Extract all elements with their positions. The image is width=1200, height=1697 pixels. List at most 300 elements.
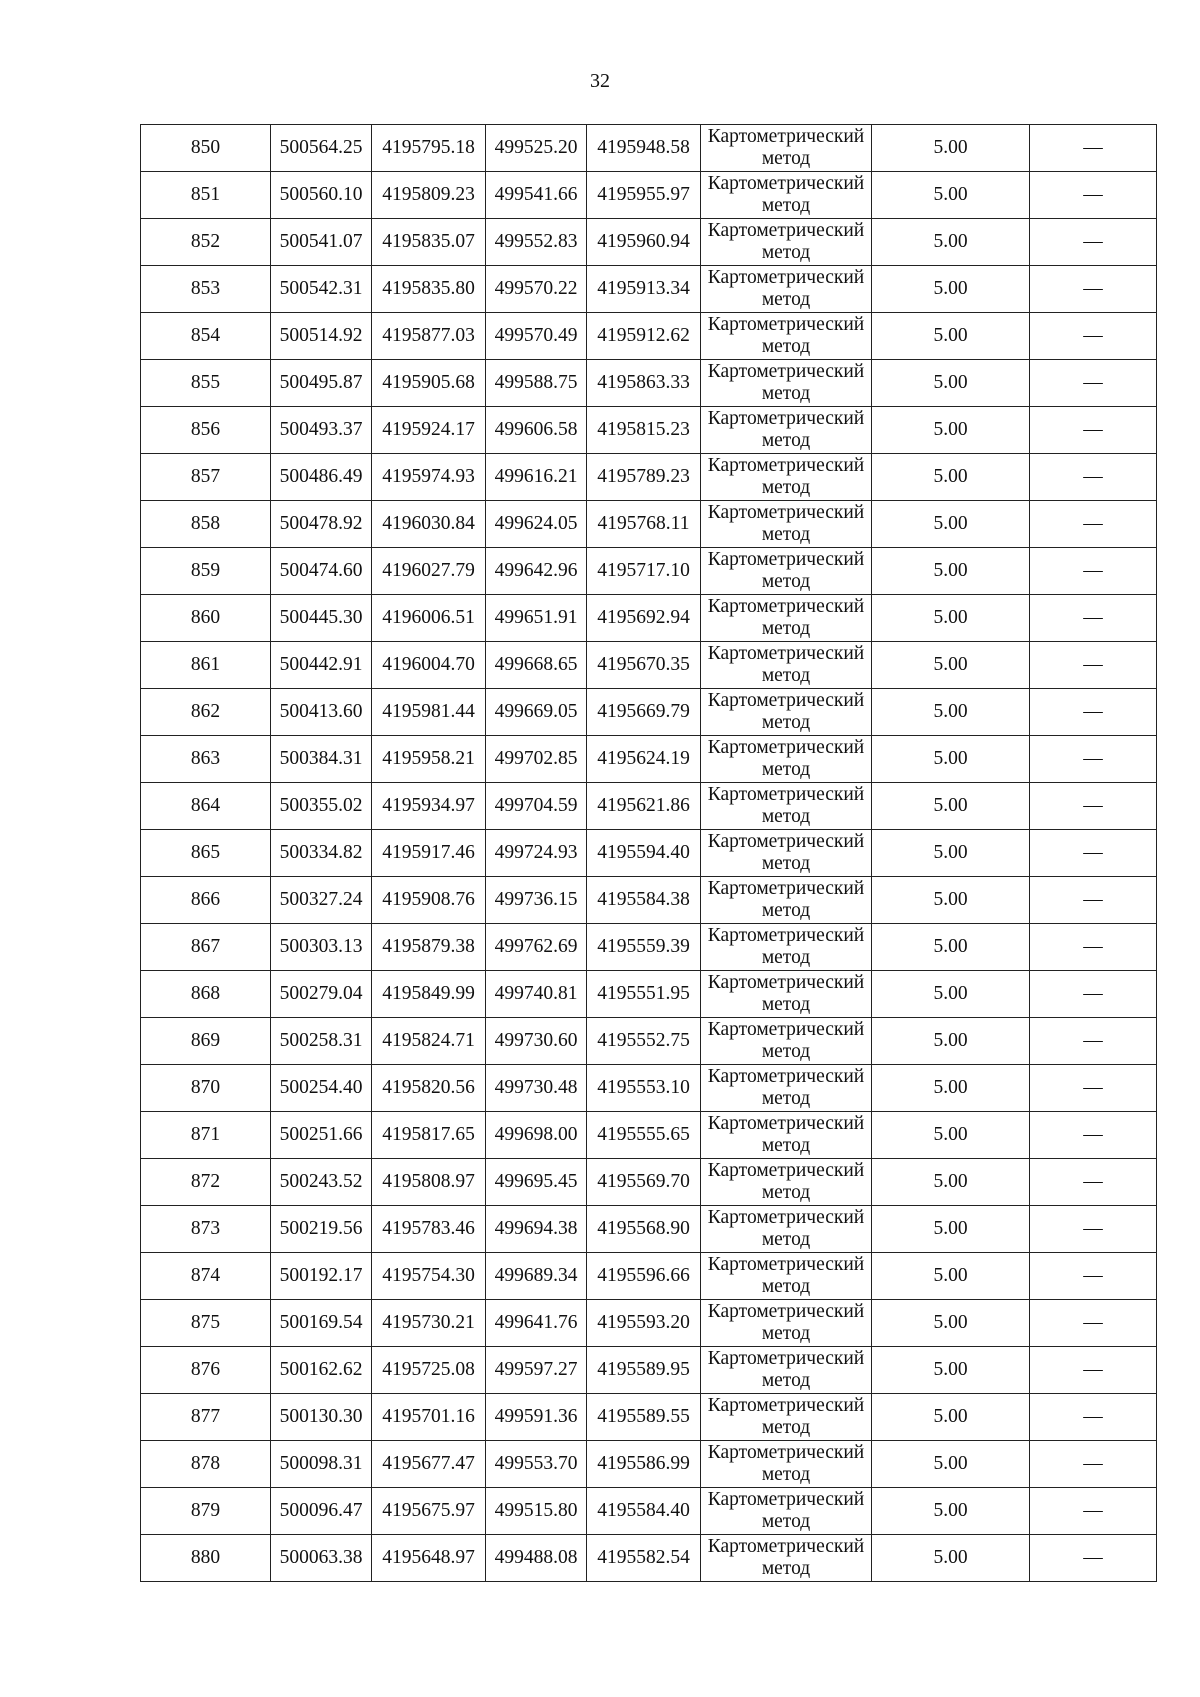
y-new-coordinate-cell: 4195569.70 bbox=[587, 1159, 701, 1206]
x-coordinate-cell: 500542.31 bbox=[271, 266, 372, 313]
point-number-cell: 864 bbox=[141, 783, 271, 830]
table-row bbox=[141, 736, 1157, 783]
x-new-coordinate-cell: 499669.05 bbox=[486, 689, 587, 736]
accuracy-cell: 5.00 bbox=[872, 219, 1030, 266]
note-cell: — bbox=[1030, 924, 1157, 971]
method-cell bbox=[701, 783, 872, 830]
method-line-2: метод bbox=[761, 853, 811, 874]
method-line-2: метод bbox=[761, 712, 811, 733]
method-line-1: Картометрический bbox=[707, 1113, 865, 1134]
note-cell: — bbox=[1030, 736, 1157, 783]
point-number-cell: 853 bbox=[141, 266, 271, 313]
method-cell bbox=[701, 548, 872, 595]
y-coordinate-cell: 4195675.97 bbox=[372, 1488, 486, 1535]
method-line-1: Картометрический bbox=[707, 737, 865, 758]
method-line-1: Картометрический bbox=[707, 1066, 865, 1087]
note-cell: — bbox=[1030, 548, 1157, 595]
method-line-1: Картометрический bbox=[707, 1301, 865, 1322]
point-number-cell: 850 bbox=[141, 125, 271, 172]
accuracy-cell: 5.00 bbox=[872, 501, 1030, 548]
x-new-coordinate-cell: 499740.81 bbox=[486, 971, 587, 1018]
point-number-cell: 869 bbox=[141, 1018, 271, 1065]
x-coordinate-cell: 500162.62 bbox=[271, 1347, 372, 1394]
y-coordinate-cell: 4195754.30 bbox=[372, 1253, 486, 1300]
note-cell: — bbox=[1030, 266, 1157, 313]
table-row bbox=[141, 877, 1157, 924]
y-new-coordinate-cell: 4195593.20 bbox=[587, 1300, 701, 1347]
y-new-coordinate-cell: 4195589.55 bbox=[587, 1394, 701, 1441]
method-line-2: метод bbox=[761, 1041, 811, 1062]
x-coordinate-cell: 500192.17 bbox=[271, 1253, 372, 1300]
method-line-2: метод bbox=[761, 1276, 811, 1297]
method-line-2: метод bbox=[761, 1417, 811, 1438]
y-new-coordinate-cell: 4195960.94 bbox=[587, 219, 701, 266]
y-coordinate-cell: 4195809.23 bbox=[372, 172, 486, 219]
method-cell bbox=[701, 642, 872, 689]
y-new-coordinate-cell: 4195768.11 bbox=[587, 501, 701, 548]
point-number-cell: 875 bbox=[141, 1300, 271, 1347]
point-number-cell: 868 bbox=[141, 971, 271, 1018]
note-cell: — bbox=[1030, 1065, 1157, 1112]
y-new-coordinate-cell: 4195559.39 bbox=[587, 924, 701, 971]
method-line-2: метод bbox=[761, 1370, 811, 1391]
table-row bbox=[141, 1159, 1157, 1206]
table-row bbox=[141, 1488, 1157, 1535]
accuracy-cell: 5.00 bbox=[872, 830, 1030, 877]
method-cell bbox=[701, 1065, 872, 1112]
x-coordinate-cell: 500334.82 bbox=[271, 830, 372, 877]
point-number-cell: 874 bbox=[141, 1253, 271, 1300]
y-coordinate-cell: 4195817.65 bbox=[372, 1112, 486, 1159]
table-row bbox=[141, 924, 1157, 971]
point-number-cell: 871 bbox=[141, 1112, 271, 1159]
method-line-1: Картометрический bbox=[707, 314, 865, 335]
coordinates-table bbox=[140, 124, 1157, 1582]
method-line-2: метод bbox=[761, 1088, 811, 1109]
method-line-2: метод bbox=[761, 195, 811, 216]
method-cell bbox=[701, 219, 872, 266]
method-cell bbox=[701, 125, 872, 172]
page-number: 32 bbox=[590, 70, 610, 92]
table-row bbox=[141, 360, 1157, 407]
point-number-cell: 877 bbox=[141, 1394, 271, 1441]
method-cell bbox=[701, 1488, 872, 1535]
point-number-cell: 872 bbox=[141, 1159, 271, 1206]
note-cell: — bbox=[1030, 971, 1157, 1018]
method-line-2: метод bbox=[761, 1182, 811, 1203]
note-cell: — bbox=[1030, 689, 1157, 736]
x-new-coordinate-cell: 499570.49 bbox=[486, 313, 587, 360]
accuracy-cell: 5.00 bbox=[872, 1112, 1030, 1159]
method-line-2: метод bbox=[761, 477, 811, 498]
method-cell bbox=[701, 595, 872, 642]
method-line-1: Картометрический bbox=[707, 925, 865, 946]
x-new-coordinate-cell: 499642.96 bbox=[486, 548, 587, 595]
table-row bbox=[141, 1394, 1157, 1441]
y-new-coordinate-cell: 4195621.86 bbox=[587, 783, 701, 830]
y-coordinate-cell: 4195981.44 bbox=[372, 689, 486, 736]
note-cell: — bbox=[1030, 1018, 1157, 1065]
y-coordinate-cell: 4195725.08 bbox=[372, 1347, 486, 1394]
x-coordinate-cell: 500413.60 bbox=[271, 689, 372, 736]
note-cell: — bbox=[1030, 1441, 1157, 1488]
y-coordinate-cell: 4195835.07 bbox=[372, 219, 486, 266]
method-line-1: Картометрический bbox=[707, 502, 865, 523]
x-new-coordinate-cell: 499597.27 bbox=[486, 1347, 587, 1394]
method-line-1: Картометрический bbox=[707, 220, 865, 241]
table-row bbox=[141, 642, 1157, 689]
x-new-coordinate-cell: 499606.58 bbox=[486, 407, 587, 454]
method-cell bbox=[701, 266, 872, 313]
note-cell: — bbox=[1030, 125, 1157, 172]
x-coordinate-cell: 500279.04 bbox=[271, 971, 372, 1018]
point-number-cell: 867 bbox=[141, 924, 271, 971]
method-line-1: Картометрический bbox=[707, 1489, 865, 1510]
x-new-coordinate-cell: 499730.60 bbox=[486, 1018, 587, 1065]
x-new-coordinate-cell: 499570.22 bbox=[486, 266, 587, 313]
note-cell: — bbox=[1030, 1112, 1157, 1159]
y-coordinate-cell: 4195924.17 bbox=[372, 407, 486, 454]
method-cell bbox=[701, 313, 872, 360]
method-line-1: Картометрический bbox=[707, 690, 865, 711]
y-new-coordinate-cell: 4195584.38 bbox=[587, 877, 701, 924]
point-number-cell: 856 bbox=[141, 407, 271, 454]
accuracy-cell: 5.00 bbox=[872, 266, 1030, 313]
x-coordinate-cell: 500254.40 bbox=[271, 1065, 372, 1112]
method-line-1: Картометрический bbox=[707, 596, 865, 617]
note-cell: — bbox=[1030, 1535, 1157, 1582]
method-line-1: Картометрический bbox=[707, 831, 865, 852]
x-new-coordinate-cell: 499762.69 bbox=[486, 924, 587, 971]
x-coordinate-cell: 500243.52 bbox=[271, 1159, 372, 1206]
x-coordinate-cell: 500219.56 bbox=[271, 1206, 372, 1253]
accuracy-cell: 5.00 bbox=[872, 971, 1030, 1018]
method-cell bbox=[701, 830, 872, 877]
table-row bbox=[141, 1300, 1157, 1347]
table-row bbox=[141, 313, 1157, 360]
note-cell: — bbox=[1030, 454, 1157, 501]
method-line-2: метод bbox=[761, 1229, 811, 1250]
note-cell: — bbox=[1030, 1394, 1157, 1441]
y-new-coordinate-cell: 4195955.97 bbox=[587, 172, 701, 219]
method-line-2: метод bbox=[761, 994, 811, 1015]
method-line-2: метод bbox=[761, 148, 811, 169]
y-new-coordinate-cell: 4195948.58 bbox=[587, 125, 701, 172]
y-new-coordinate-cell: 4195670.35 bbox=[587, 642, 701, 689]
x-coordinate-cell: 500474.60 bbox=[271, 548, 372, 595]
y-coordinate-cell: 4196030.84 bbox=[372, 501, 486, 548]
method-cell bbox=[701, 1394, 872, 1441]
note-cell: — bbox=[1030, 830, 1157, 877]
table-row bbox=[141, 1206, 1157, 1253]
method-cell bbox=[701, 1300, 872, 1347]
accuracy-cell: 5.00 bbox=[872, 689, 1030, 736]
method-line-1: Картометрический bbox=[707, 1348, 865, 1369]
note-cell: — bbox=[1030, 360, 1157, 407]
method-line-1: Картометрический bbox=[707, 549, 865, 570]
y-new-coordinate-cell: 4195589.95 bbox=[587, 1347, 701, 1394]
method-line-2: метод bbox=[761, 571, 811, 592]
x-coordinate-cell: 500560.10 bbox=[271, 172, 372, 219]
x-new-coordinate-cell: 499668.65 bbox=[486, 642, 587, 689]
x-coordinate-cell: 500384.31 bbox=[271, 736, 372, 783]
method-line-2: метод bbox=[761, 1511, 811, 1532]
y-coordinate-cell: 4195701.16 bbox=[372, 1394, 486, 1441]
accuracy-cell: 5.00 bbox=[872, 1065, 1030, 1112]
point-number-cell: 860 bbox=[141, 595, 271, 642]
y-coordinate-cell: 4195730.21 bbox=[372, 1300, 486, 1347]
x-coordinate-cell: 500063.38 bbox=[271, 1535, 372, 1582]
x-coordinate-cell: 500098.31 bbox=[271, 1441, 372, 1488]
accuracy-cell: 5.00 bbox=[872, 360, 1030, 407]
x-coordinate-cell: 500251.66 bbox=[271, 1112, 372, 1159]
method-cell bbox=[701, 1441, 872, 1488]
method-line-2: метод bbox=[761, 900, 811, 921]
table-row bbox=[141, 689, 1157, 736]
method-line-2: метод bbox=[761, 806, 811, 827]
method-line-2: метод bbox=[761, 242, 811, 263]
x-coordinate-cell: 500355.02 bbox=[271, 783, 372, 830]
x-coordinate-cell: 500096.47 bbox=[271, 1488, 372, 1535]
method-cell bbox=[701, 1112, 872, 1159]
point-number-cell: 870 bbox=[141, 1065, 271, 1112]
x-new-coordinate-cell: 499736.15 bbox=[486, 877, 587, 924]
y-new-coordinate-cell: 4195863.33 bbox=[587, 360, 701, 407]
y-new-coordinate-cell: 4195596.66 bbox=[587, 1253, 701, 1300]
accuracy-cell: 5.00 bbox=[872, 172, 1030, 219]
method-line-1: Картометрический bbox=[707, 784, 865, 805]
method-cell bbox=[701, 971, 872, 1018]
point-number-cell: 878 bbox=[141, 1441, 271, 1488]
table-row bbox=[141, 172, 1157, 219]
accuracy-cell: 5.00 bbox=[872, 1394, 1030, 1441]
table-row bbox=[141, 501, 1157, 548]
y-coordinate-cell: 4195677.47 bbox=[372, 1441, 486, 1488]
accuracy-cell: 5.00 bbox=[872, 407, 1030, 454]
method-line-1: Картометрический bbox=[707, 1207, 865, 1228]
point-number-cell: 854 bbox=[141, 313, 271, 360]
method-line-2: метод bbox=[761, 1464, 811, 1485]
y-coordinate-cell: 4195820.56 bbox=[372, 1065, 486, 1112]
method-line-1: Картометрический bbox=[707, 408, 865, 429]
method-cell bbox=[701, 1535, 872, 1582]
note-cell: — bbox=[1030, 407, 1157, 454]
y-new-coordinate-cell: 4195584.40 bbox=[587, 1488, 701, 1535]
y-coordinate-cell: 4196027.79 bbox=[372, 548, 486, 595]
accuracy-cell: 5.00 bbox=[872, 454, 1030, 501]
point-number-cell: 858 bbox=[141, 501, 271, 548]
method-line-2: метод bbox=[761, 383, 811, 404]
method-cell bbox=[701, 1347, 872, 1394]
x-coordinate-cell: 500130.30 bbox=[271, 1394, 372, 1441]
method-line-1: Картометрический bbox=[707, 361, 865, 382]
accuracy-cell: 5.00 bbox=[872, 1347, 1030, 1394]
note-cell: — bbox=[1030, 1253, 1157, 1300]
table-row bbox=[141, 548, 1157, 595]
method-line-2: метод bbox=[761, 430, 811, 451]
method-cell bbox=[701, 172, 872, 219]
accuracy-cell: 5.00 bbox=[872, 1018, 1030, 1065]
y-coordinate-cell: 4195958.21 bbox=[372, 736, 486, 783]
x-coordinate-cell: 500493.37 bbox=[271, 407, 372, 454]
y-new-coordinate-cell: 4195789.23 bbox=[587, 454, 701, 501]
x-coordinate-cell: 500486.49 bbox=[271, 454, 372, 501]
note-cell: — bbox=[1030, 783, 1157, 830]
x-new-coordinate-cell: 499525.20 bbox=[486, 125, 587, 172]
point-number-cell: 852 bbox=[141, 219, 271, 266]
method-cell bbox=[701, 689, 872, 736]
method-line-2: метод bbox=[761, 665, 811, 686]
method-line-1: Картометрический bbox=[707, 1254, 865, 1275]
y-coordinate-cell: 4195835.80 bbox=[372, 266, 486, 313]
point-number-cell: 865 bbox=[141, 830, 271, 877]
x-coordinate-cell: 500442.91 bbox=[271, 642, 372, 689]
method-line-2: метод bbox=[761, 289, 811, 310]
accuracy-cell: 5.00 bbox=[872, 595, 1030, 642]
method-line-2: метод bbox=[761, 524, 811, 545]
x-new-coordinate-cell: 499616.21 bbox=[486, 454, 587, 501]
y-new-coordinate-cell: 4195552.75 bbox=[587, 1018, 701, 1065]
y-new-coordinate-cell: 4195568.90 bbox=[587, 1206, 701, 1253]
table-row bbox=[141, 1535, 1157, 1582]
method-line-1: Картометрический bbox=[707, 1536, 865, 1557]
y-new-coordinate-cell: 4195815.23 bbox=[587, 407, 701, 454]
table-row bbox=[141, 971, 1157, 1018]
x-new-coordinate-cell: 499488.08 bbox=[486, 1535, 587, 1582]
note-cell: — bbox=[1030, 313, 1157, 360]
x-new-coordinate-cell: 499724.93 bbox=[486, 830, 587, 877]
x-coordinate-cell: 500258.31 bbox=[271, 1018, 372, 1065]
method-line-1: Картометрический bbox=[707, 455, 865, 476]
method-line-2: метод bbox=[761, 618, 811, 639]
note-cell: — bbox=[1030, 642, 1157, 689]
y-new-coordinate-cell: 4195624.19 bbox=[587, 736, 701, 783]
method-line-1: Картометрический bbox=[707, 1395, 865, 1416]
y-coordinate-cell: 4195934.97 bbox=[372, 783, 486, 830]
y-new-coordinate-cell: 4195717.10 bbox=[587, 548, 701, 595]
method-line-1: Картометрический bbox=[707, 878, 865, 899]
method-line-1: Картометрический bbox=[707, 1160, 865, 1181]
method-cell bbox=[701, 1159, 872, 1206]
x-new-coordinate-cell: 499698.00 bbox=[486, 1112, 587, 1159]
x-coordinate-cell: 500303.13 bbox=[271, 924, 372, 971]
point-number-cell: 866 bbox=[141, 877, 271, 924]
accuracy-cell: 5.00 bbox=[872, 125, 1030, 172]
point-number-cell: 861 bbox=[141, 642, 271, 689]
x-coordinate-cell: 500495.87 bbox=[271, 360, 372, 407]
point-number-cell: 857 bbox=[141, 454, 271, 501]
y-coordinate-cell: 4195974.93 bbox=[372, 454, 486, 501]
method-line-2: метод bbox=[761, 1323, 811, 1344]
x-new-coordinate-cell: 499730.48 bbox=[486, 1065, 587, 1112]
accuracy-cell: 5.00 bbox=[872, 1535, 1030, 1582]
method-cell bbox=[701, 1206, 872, 1253]
x-coordinate-cell: 500541.07 bbox=[271, 219, 372, 266]
note-cell: — bbox=[1030, 501, 1157, 548]
table-row bbox=[141, 783, 1157, 830]
y-new-coordinate-cell: 4195692.94 bbox=[587, 595, 701, 642]
point-number-cell: 880 bbox=[141, 1535, 271, 1582]
x-coordinate-cell: 500445.30 bbox=[271, 595, 372, 642]
point-number-cell: 859 bbox=[141, 548, 271, 595]
x-coordinate-cell: 500169.54 bbox=[271, 1300, 372, 1347]
accuracy-cell: 5.00 bbox=[872, 1441, 1030, 1488]
note-cell: — bbox=[1030, 219, 1157, 266]
y-new-coordinate-cell: 4195669.79 bbox=[587, 689, 701, 736]
method-line-2: метод bbox=[761, 1558, 811, 1579]
method-cell bbox=[701, 360, 872, 407]
y-coordinate-cell: 4195849.99 bbox=[372, 971, 486, 1018]
note-cell: — bbox=[1030, 595, 1157, 642]
point-number-cell: 873 bbox=[141, 1206, 271, 1253]
point-number-cell: 855 bbox=[141, 360, 271, 407]
point-number-cell: 851 bbox=[141, 172, 271, 219]
accuracy-cell: 5.00 bbox=[872, 1300, 1030, 1347]
x-new-coordinate-cell: 499689.34 bbox=[486, 1253, 587, 1300]
table-row bbox=[141, 407, 1157, 454]
accuracy-cell: 5.00 bbox=[872, 548, 1030, 595]
y-coordinate-cell: 4195648.97 bbox=[372, 1535, 486, 1582]
method-line-1: Картометрический bbox=[707, 972, 865, 993]
table-row bbox=[141, 125, 1157, 172]
y-coordinate-cell: 4195877.03 bbox=[372, 313, 486, 360]
method-line-1: Картометрический bbox=[707, 1019, 865, 1040]
x-coordinate-cell: 500514.92 bbox=[271, 313, 372, 360]
x-coordinate-cell: 500327.24 bbox=[271, 877, 372, 924]
method-cell bbox=[701, 924, 872, 971]
x-new-coordinate-cell: 499541.66 bbox=[486, 172, 587, 219]
note-cell: — bbox=[1030, 1159, 1157, 1206]
method-cell bbox=[701, 1018, 872, 1065]
table-row bbox=[141, 830, 1157, 877]
accuracy-cell: 5.00 bbox=[872, 877, 1030, 924]
y-coordinate-cell: 4195824.71 bbox=[372, 1018, 486, 1065]
x-new-coordinate-cell: 499552.83 bbox=[486, 219, 587, 266]
note-cell: — bbox=[1030, 1300, 1157, 1347]
x-new-coordinate-cell: 499641.76 bbox=[486, 1300, 587, 1347]
x-new-coordinate-cell: 499702.85 bbox=[486, 736, 587, 783]
table-row bbox=[141, 1253, 1157, 1300]
method-line-2: метод bbox=[761, 1135, 811, 1156]
y-coordinate-cell: 4196004.70 bbox=[372, 642, 486, 689]
point-number-cell: 876 bbox=[141, 1347, 271, 1394]
accuracy-cell: 5.00 bbox=[872, 642, 1030, 689]
y-coordinate-cell: 4195908.76 bbox=[372, 877, 486, 924]
accuracy-cell: 5.00 bbox=[872, 783, 1030, 830]
method-cell bbox=[701, 501, 872, 548]
method-cell bbox=[701, 1253, 872, 1300]
y-new-coordinate-cell: 4195551.95 bbox=[587, 971, 701, 1018]
method-cell bbox=[701, 454, 872, 501]
y-coordinate-cell: 4195808.97 bbox=[372, 1159, 486, 1206]
x-new-coordinate-cell: 499588.75 bbox=[486, 360, 587, 407]
accuracy-cell: 5.00 bbox=[872, 1159, 1030, 1206]
accuracy-cell: 5.00 bbox=[872, 313, 1030, 360]
point-number-cell: 879 bbox=[141, 1488, 271, 1535]
y-new-coordinate-cell: 4195555.65 bbox=[587, 1112, 701, 1159]
table-row bbox=[141, 219, 1157, 266]
y-new-coordinate-cell: 4195586.99 bbox=[587, 1441, 701, 1488]
note-cell: — bbox=[1030, 1206, 1157, 1253]
x-new-coordinate-cell: 499695.45 bbox=[486, 1159, 587, 1206]
accuracy-cell: 5.00 bbox=[872, 1488, 1030, 1535]
accuracy-cell: 5.00 bbox=[872, 924, 1030, 971]
x-new-coordinate-cell: 499694.38 bbox=[486, 1206, 587, 1253]
point-number-cell: 862 bbox=[141, 689, 271, 736]
table-row bbox=[141, 1065, 1157, 1112]
table-row bbox=[141, 1441, 1157, 1488]
x-new-coordinate-cell: 499651.91 bbox=[486, 595, 587, 642]
